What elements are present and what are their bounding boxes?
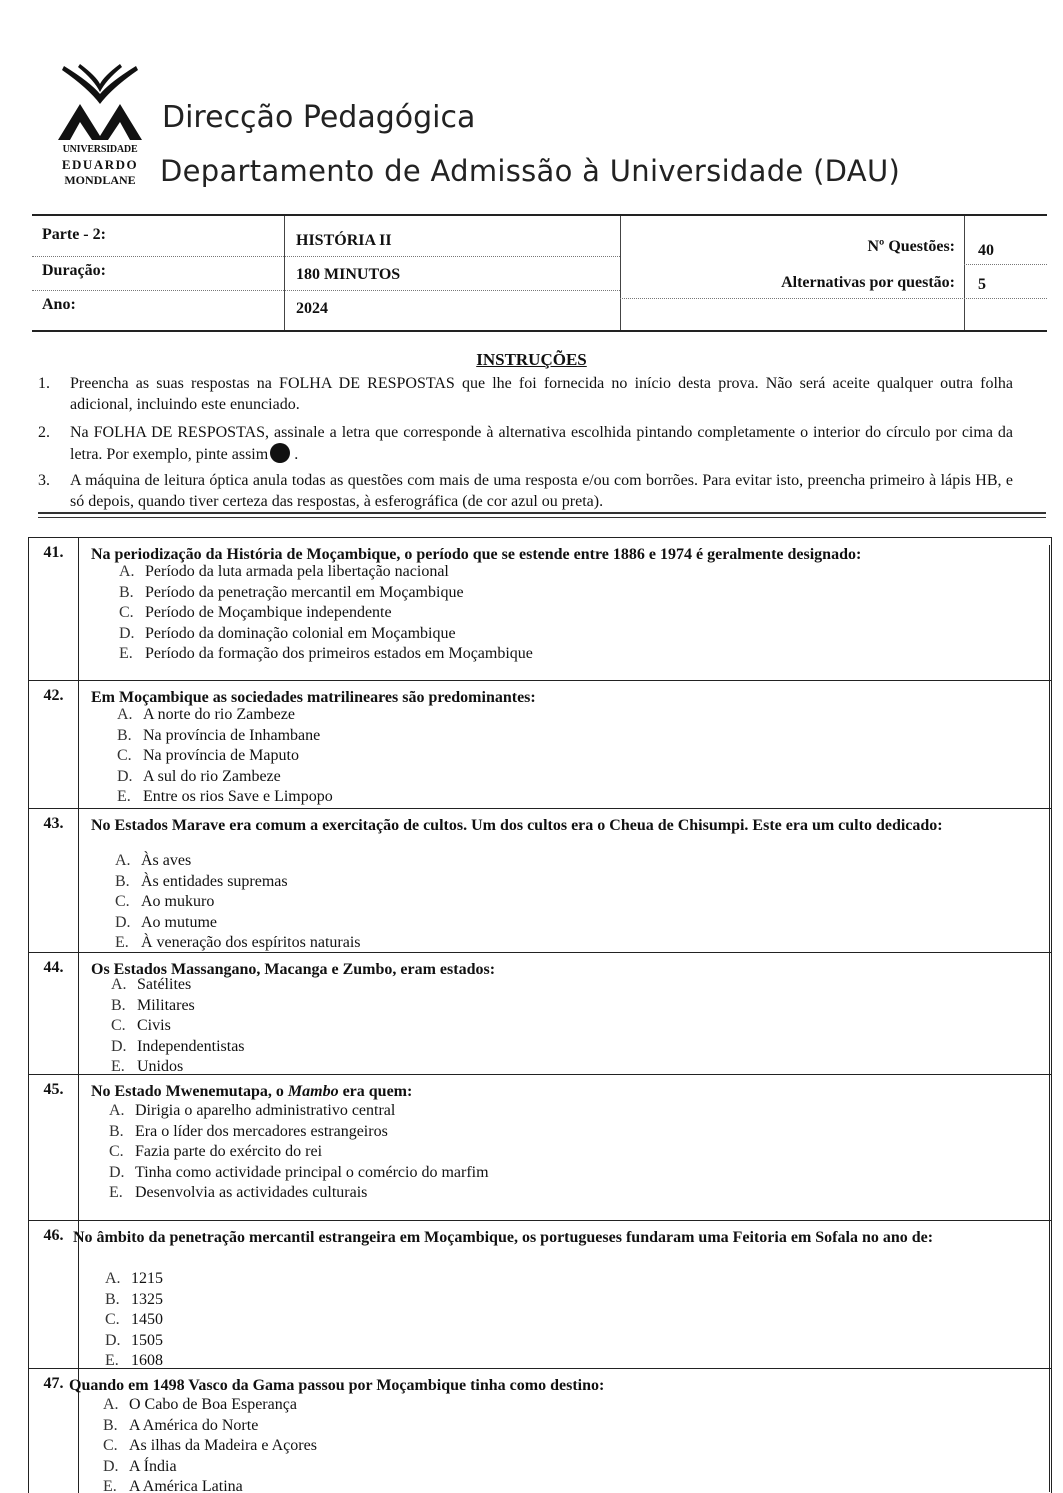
question-number: 42. (29, 681, 79, 809)
instruction-item (38, 373, 1013, 415)
option: B. A América do Norte (103, 1416, 259, 1434)
question-47 (28, 1368, 1052, 1493)
option: A. Às aves (115, 852, 192, 869)
page-subtitle: Departamento de Admissão à Universidade (DAU) (160, 154, 901, 188)
instruction-number: 2. (38, 424, 50, 441)
option: D. Período da dominação colonial em Moçambique (119, 624, 456, 642)
question-46 (28, 1220, 1052, 1369)
logo-emblem-icon (50, 60, 150, 144)
option: E. Unidos (111, 1058, 184, 1075)
ano-value: 2024 (296, 300, 328, 317)
question-number: 43. (29, 809, 79, 953)
option: C. Ao mukuro (115, 893, 215, 910)
option: E. 1608 (105, 1352, 163, 1369)
question-41 (28, 537, 1052, 681)
parte-label: Parte - 2: (42, 226, 106, 243)
option: D. Tinha como actividade principal o comércio do marfim (109, 1163, 489, 1181)
option: C. 1450 (105, 1311, 163, 1328)
parte-value: HISTÓRIA II (296, 232, 392, 249)
option: C. As ilhas da Madeira e Açores (103, 1437, 317, 1454)
option: B. Era o líder dos mercadores estrangeiros (109, 1122, 388, 1140)
instruction-number: 3. (38, 472, 50, 489)
question-text: No Estado Mwenemutapa, o Mambo era quem: (91, 1083, 413, 1100)
page-title: Direcção Pedagógica (162, 100, 476, 135)
option: E. Período da formação dos primeiros estados em Moçambique (119, 645, 533, 662)
option: A. 1215 (105, 1270, 163, 1287)
question-number: 41. (29, 538, 79, 681)
logo-text-line-3: MONDLANE (64, 173, 136, 187)
instruction-suffix: . (294, 446, 299, 463)
option: E. A América Latina (103, 1478, 243, 1493)
option: D. A Índia (103, 1457, 177, 1475)
option: A. A norte do rio Zambeze (117, 706, 295, 723)
questoes-label: Nº Questões: (867, 238, 955, 255)
question-number: 47. (29, 1369, 79, 1493)
option: A. Satélites (111, 976, 192, 993)
option: A. O Cabo de Boa Esperança (103, 1396, 297, 1413)
instruction-text: Na FOLHA DE RESPOSTAS, assinale a letra que corresponde à alternativa escolhida pintando completamente o interior do círculo por cima da letra. Por exemplo, pinte assim (70, 424, 1013, 463)
option: A. Período da luta armada pela libertação nacional (119, 563, 449, 580)
option: B. Período da penetração mercantil em Moçambique (119, 583, 464, 601)
question-text: Na periodização da História de Moçambique, o período que se estende entre 1886 e 1974 é geralmente designado: (91, 546, 862, 563)
option: D. Independentistas (111, 1037, 245, 1055)
option: E. Entre os rios Save e Limpopo (117, 788, 333, 805)
option: B. Na província de Inhambane (117, 726, 321, 744)
ano-label: Ano: (42, 296, 76, 313)
question-text: Os Estados Massangano, Macanga e Zumbo, eram estados: (91, 961, 496, 978)
option: D. A sul do rio Zambeze (117, 767, 281, 785)
option: A. Dirigia o aparelho administrativo central (109, 1102, 396, 1119)
alternativas-value: 5 (978, 276, 986, 293)
question-text: No âmbito da penetração mercantil estrangeira em Moçambique, os portugueses fundaram uma Feitoria em Sofala no ano de: (73, 1229, 934, 1246)
option: D. 1505 (105, 1331, 163, 1349)
logo-text-line-2: EDUARDO (61, 157, 139, 172)
option: E. À veneração dos espíritos naturais (115, 934, 361, 951)
question-text: Em Moçambique as sociedades matrilineares são predominantes: (91, 689, 536, 706)
question-number: 46. (29, 1221, 79, 1369)
option: D. Ao mutume (115, 913, 217, 931)
instruction-item (38, 422, 1013, 465)
instruction-item (38, 470, 1013, 512)
question-text: Quando em 1498 Vasco da Gama passou por Moçambique tinha como destino: (69, 1377, 605, 1394)
instruction-text: A máquina de leitura óptica anula todas as questões com mais de uma resposta e/ou com borrões. Para evitar isto, preencha primeiro à lápis HB, e só depois, quando tiver certeza das respostas, à esferográfica (de cor azul ou preta). (70, 472, 1013, 510)
duracao-label: Duração: (42, 262, 106, 279)
question-43 (28, 808, 1052, 953)
alternativas-label: Alternativas por questão: (781, 274, 955, 291)
option: B. 1325 (105, 1290, 163, 1308)
duracao-value: 180 MINUTOS (296, 266, 401, 283)
instruction-number: 1. (38, 375, 50, 392)
question-number: 45. (29, 1075, 79, 1221)
option: B. Militares (111, 996, 195, 1014)
option: C. Período de Moçambique independente (119, 604, 392, 621)
question-44 (28, 952, 1052, 1075)
instruction-text: Preencha as suas respostas na FOLHA DE RESPOSTAS que lhe foi fornecida no início desta prova. Não será aceite qualquer outra folha adicional, incluindo este enunciado. (70, 375, 1013, 413)
question-number: 44. (29, 953, 79, 1075)
instructions-title: INSTRUÇÕES (476, 350, 587, 369)
logo-text-line-1: UNIVERSIDADE (62, 144, 138, 155)
option: C. Fazia parte do exército do rei (109, 1143, 323, 1160)
questoes-value: 40 (978, 242, 994, 259)
question-45 (28, 1074, 1052, 1221)
divider (38, 512, 1046, 514)
option: B. Às entidades supremas (115, 872, 288, 890)
option: E. Desenvolvia as actividades culturais (109, 1184, 368, 1201)
university-logo (50, 60, 150, 190)
divider (38, 517, 1046, 518)
option: C. Na província de Maputo (117, 747, 299, 764)
question-text: No Estados Marave era comum a exercitação de cultos. Um dos cultos era o Cheua de Chisumpi. Este era um culto dedicado: (91, 817, 943, 834)
option: C. Civis (111, 1017, 171, 1034)
filled-circle-icon (270, 443, 290, 463)
exam-info-table (32, 214, 1047, 332)
question-42 (28, 680, 1052, 809)
